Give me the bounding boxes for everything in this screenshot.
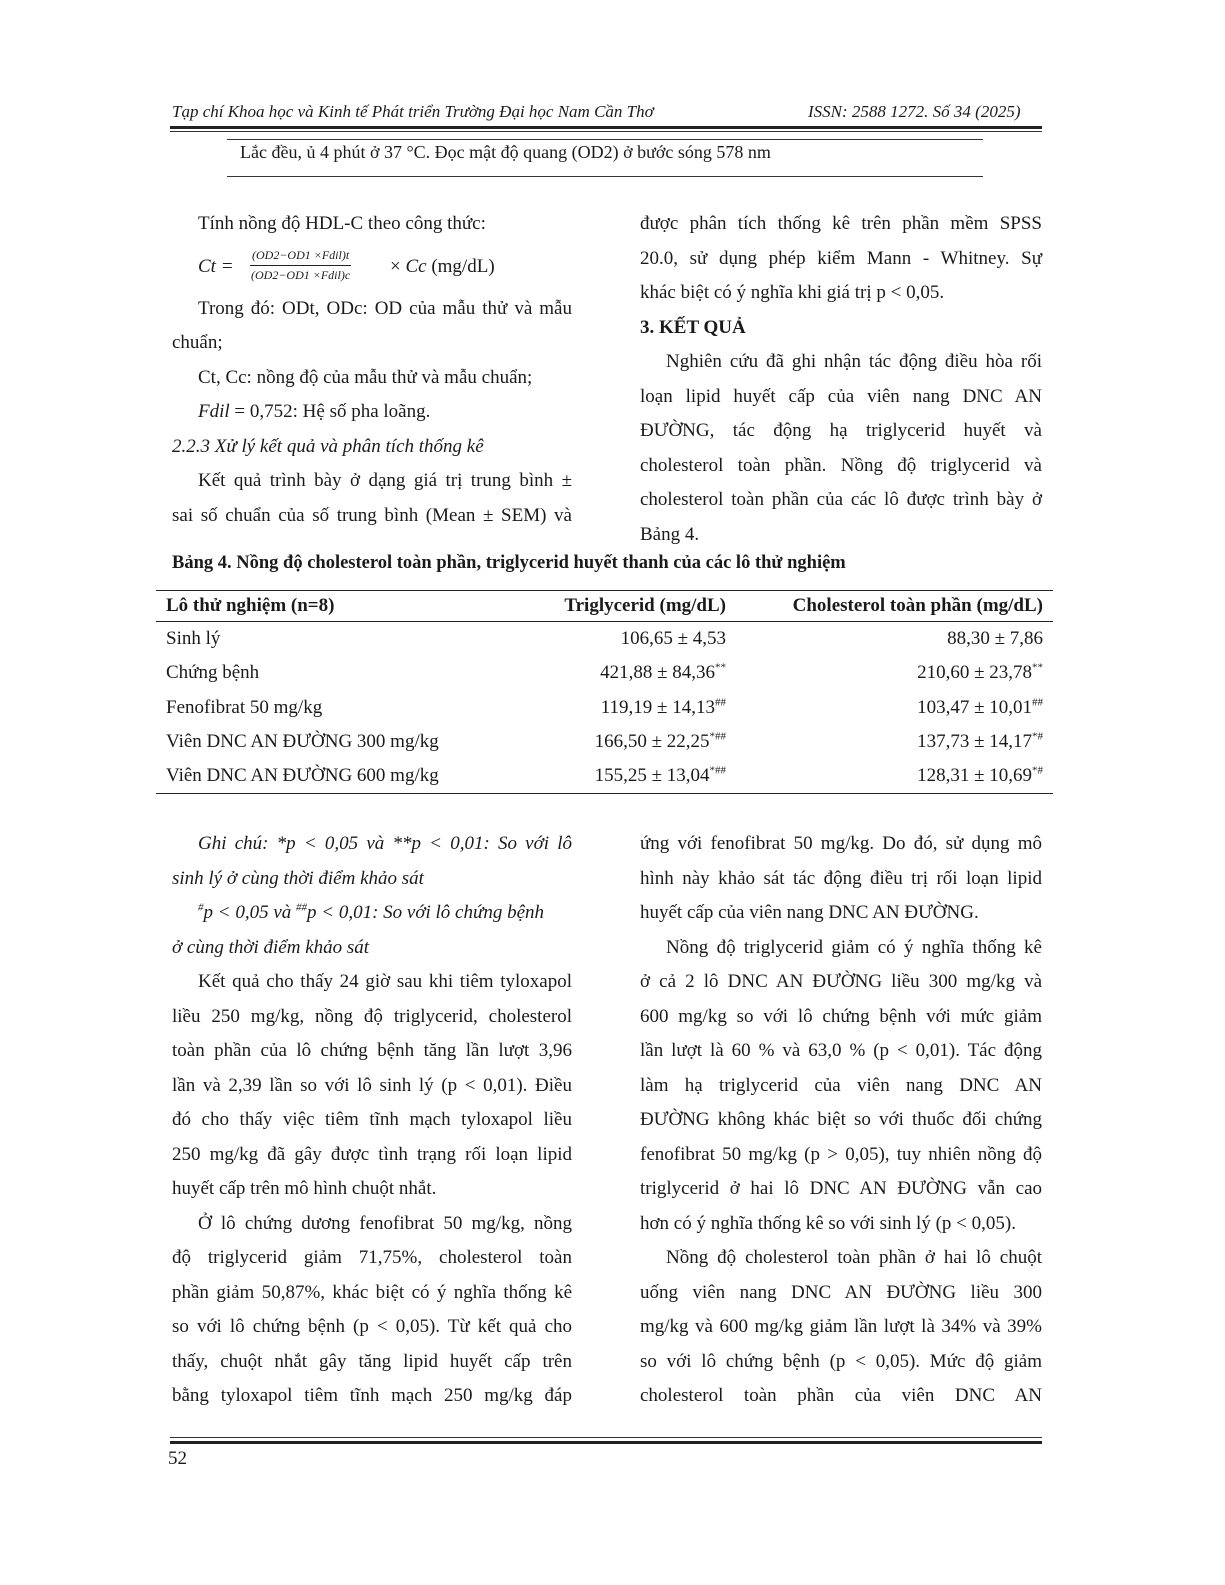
table-row [156,622,1053,657]
fdil-text: = 0,752: Hệ số pha loãng. [229,401,431,422]
journal-title: Tạp chí Khoa học và Kinh tế Phát triển Trường Đại học Nam Cần Thơ [172,102,654,121]
body-line: 250 mg/kg đã gây được tình trạng rối loạn lipid [172,1143,572,1165]
body-line: 600 mg/kg so với lô chứng bệnh với mức giảm [640,1005,1042,1027]
section-3-heading: 3. KẾT QUẢ [640,316,746,338]
col-header-cholesterol: Cholesterol toàn phần (mg/dL) [736,591,1053,622]
results-intro-line-2: loạn lipid huyết cấp của viên nang DNC AN [640,385,1042,407]
body-line: fenofibrat 50 mg/kg (p > 0,05), tuy nhiên nồng độ [640,1143,1042,1165]
results-intro-line-4: cholesterol toàn phần. Nồng độ triglycerid và [640,454,1042,476]
formula-rhs [390,242,495,292]
right-column-bottom [640,827,1042,1414]
formula-denominator: (OD2−OD1 ×Fdil)c [251,267,351,282]
body-line: Nồng độ triglycerid giảm có ý nghĩa thống kê [666,936,1042,958]
results-intro-line-3: ĐƯỜNG, tác động hạ triglycerid huyết và [640,420,1042,441]
fdil-definition [172,395,572,430]
body-line: bằng tyloxapol tiêm tĩnh mạch 250 mg/kg đáp [172,1385,572,1406]
results-intro-line-5: cholesterol toàn phần của các lô được trình bày ở [640,489,1042,510]
results-table [156,590,1053,794]
body-line: Kết quả cho thấy 24 giờ sau khi tiêm tyloxapol [198,971,572,992]
left-column [172,207,572,533]
body-line: huyết cấp trên mô hình chuột nhắt. [172,1178,437,1199]
body-line: triglycerid ở hai lô DNC AN ĐƯỜNG vẫn cao [640,1178,1042,1199]
body-line: so với lô chứng bệnh (p < 0,05). Từ kết quả cho [172,1316,572,1337]
stats-line-2: 20.0, sử dụng phép kiểm Mann - Whitney. Sự [640,247,1042,269]
footer-rule-thin [170,1437,1042,1438]
body-line: đó cho thấy việc tiêm tĩnh mạch tyloxapol liều [172,1109,572,1130]
stats-line-3: khác biệt có ý nghĩa khi giá trị p < 0,05. [640,282,945,303]
formula-unit: (mg/dL) [431,255,495,277]
body-line: Nồng độ cholesterol toàn phần ở hai lô chuột [666,1247,1042,1268]
body-line: ĐƯỜNG không khác biệt so với thuốc đối chứng [640,1109,1042,1130]
note-line-2: sinh lý ở cùng thời điểm khảo sát [172,867,424,889]
results-line-2: sai số chuẩn của số trung bình (Mean ± SEM) và [172,504,572,526]
results-intro-line-1: Nghiên cứu đã ghi nhận tác động điều hòa rối [666,351,1042,372]
note-line-4: ở cùng thời điểm khảo sát [172,936,370,958]
cell-cholesterol: 88,30 ± 7,86 [947,628,1043,650]
issn-issue: ISSN: 2588 1272. Số 34 (2025) [808,102,1021,121]
hdl-formula [198,242,572,292]
formula-cc: Cc [405,255,427,277]
page-number: 52 [168,1448,187,1469]
cell-group: Fenofibrat 50 mg/kg [166,696,323,718]
carry-table-bottom-rule [227,176,983,177]
body-line: ở cả 2 lô DNC AN ĐƯỜNG liều 300 mg/kg và [640,971,1042,992]
section-2-2-3-heading: 2.2.3 Xử lý kết quả và phân tích thống kê [172,435,484,457]
cell-cholesterol: 137,73 ± 14,17*# [917,730,1043,753]
body-line: toàn phần của lô chứng bệnh tăng lần lượt 3,96 [172,1040,572,1061]
stats-line-1: được phân tích thống kê trên phần mềm SPSS [640,213,1042,234]
table-row [156,656,1053,690]
cell-triglycerid: 421,88 ± 84,36** [600,662,726,684]
body-line: hơn có ý nghĩa thống kê so với sinh lý (p < 0,05). [640,1212,1016,1234]
body-line: hình này khảo sát tác động điều trị rối loạn lipid [640,867,1042,889]
body-line: huyết cấp của viên nang DNC AN ĐƯỜNG. [640,902,979,923]
body-line: uống viên nang DNC AN ĐƯỜNG liều 300 [640,1281,1042,1303]
where-line-1: Trong đó: ODt, ODc: OD của mẫu thử và mẫu [198,297,572,319]
body-line: lần và 2,39 lần so với lô sinh lý (p < 0,01). Điều [172,1074,572,1096]
body-line: độ triglycerid giảm 71,75%, cholesterol toàn [172,1247,572,1268]
formula-lhs: Ct = [198,255,234,277]
formula-intro: Tính nồng độ HDL-C theo công thức: [198,213,486,234]
body-line: làm hạ triglycerid của viên nang DNC AN [640,1074,1042,1096]
cell-group: Chứng bệnh [166,662,260,684]
where-line-2: chuẩn; [172,332,223,353]
ct-cc-definition: Ct, Cc: nồng độ của mẫu thử và mẫu chuẩn; [198,366,533,388]
fdil-symbol: Fdil [198,401,230,422]
note-line-3: #p < 0,05 và ##p < 0,01: So với lô chứng bệnh [198,901,545,923]
formula-numerator: (OD2−OD1 ×Fdil)t [250,248,351,266]
table-row [156,691,1053,725]
body-line: lần lượt là 60 % và 63,0 % (p < 0,01). Tác động [640,1040,1042,1061]
col-header-triglycerid: Triglycerid (mg/dL) [506,591,736,622]
cell-cholesterol: 128,31 ± 10,69*# [736,759,1053,794]
cell-triglycerid: 166,50 ± 22,25*## [594,730,726,753]
cell-cholesterol: 210,60 ± 23,78** [917,662,1043,684]
table-row [156,759,1053,794]
cell-triglycerid: 119,19 ± 14,13## [600,696,726,718]
results-intro-line-6: Bảng 4. [640,523,700,545]
table-title: Bảng 4. Nồng độ cholesterol toàn phần, triglycerid huyết thanh của các lô thử nghiệm [172,553,846,573]
body-line: so với lô chứng bệnh (p < 0,05). Mức độ giảm [640,1350,1042,1372]
footer-rule [170,1441,1042,1444]
cell-group: Sinh lý [166,628,221,650]
body-line: phần giảm 50,87%, khác biệt có ý nghĩa thống kê [172,1281,572,1303]
cell-group: Viên DNC AN ĐƯỜNG 300 mg/kg [166,731,439,753]
body-line: liều 250 mg/kg, nồng độ triglycerid, cholesterol [172,1005,572,1027]
cell-cholesterol: 103,47 ± 10,01## [917,696,1043,718]
table-row [156,725,1053,759]
body-line: ứng với fenofibrat 50 mg/kg. Do đó, sử dụng mô [640,833,1042,854]
note-line-1: Ghi chú: *p < 0,05 và **p < 0,01: So với lô [198,833,572,854]
table-header-row [156,591,1053,622]
body-line: Ở lô chứng dương fenofibrat 50 mg/kg, nồng [198,1212,572,1234]
header-rule [170,126,1042,129]
cell-triglycerid: 106,65 ± 4,53 [620,628,726,650]
carry-table-row: Lắc đều, ủ 4 phút ở 37 °C. Đọc mật độ quang (OD2) ở bước sóng 578 nm [240,142,771,162]
header-rule-thin [170,131,1042,132]
cell-triglycerid: 155,25 ± 13,04*## [506,759,736,794]
body-line: cholesterol toàn phần của viên DNC AN [640,1385,1042,1406]
right-column [640,207,1042,552]
cell-group: Viên DNC AN ĐƯỜNG 600 mg/kg [156,759,506,794]
results-line-1: Kết quả trình bày ở dạng giá trị trung bình ± [198,470,572,491]
formula-times: × [390,255,401,277]
left-column-bottom [172,827,572,1414]
col-header-group: Lô thử nghiệm (n=8) [156,591,506,622]
carry-table-top-rule [227,139,983,140]
body-line: mg/kg và 600 mg/kg giảm lần lượt là 34% và 39% [640,1316,1042,1337]
body-line: thấy, chuột nhắt gây tăng lipid huyết cấp trên [172,1350,572,1372]
formula-fraction [250,248,351,283]
